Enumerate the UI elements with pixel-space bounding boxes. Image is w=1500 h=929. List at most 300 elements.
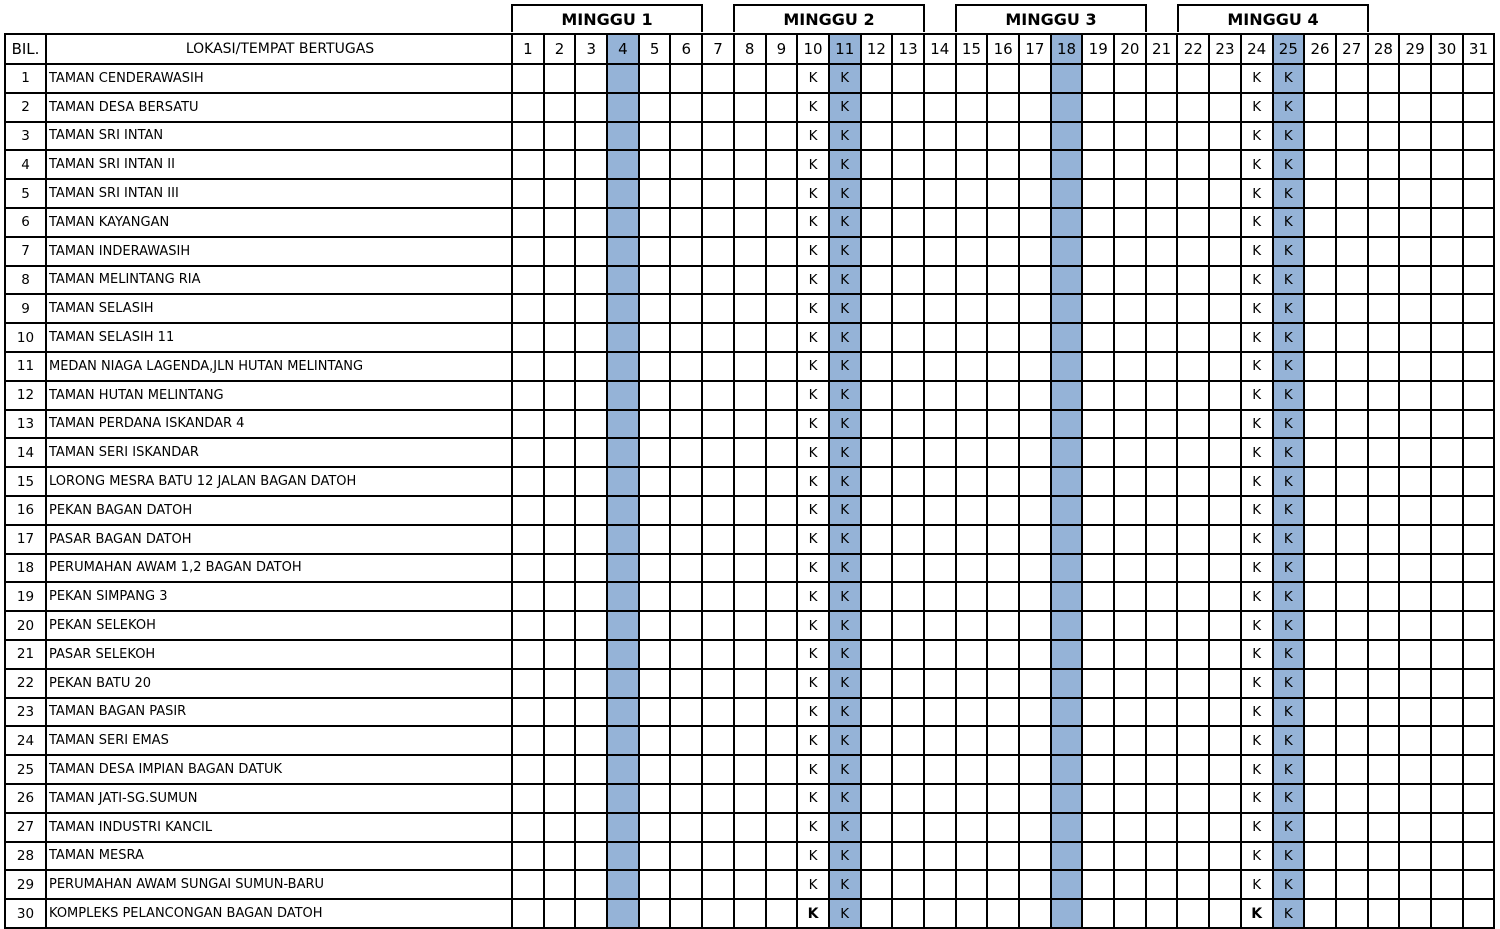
day-cell-10: K [797,410,829,439]
day-cell-13 [892,899,924,928]
day-cell-5 [639,842,671,871]
day-cell-16 [987,150,1019,179]
day-cell-10: K [797,842,829,871]
day-cell-27 [1336,669,1368,698]
day-cell-14 [924,842,956,871]
day-cell-17 [1019,496,1051,525]
day-cell-17 [1019,323,1051,352]
day-cell-25: K [1273,294,1305,323]
day-cell-20 [1114,208,1146,237]
day-cell-22 [1177,122,1209,151]
day-cell-23 [1209,381,1241,410]
day-cell-9 [766,784,798,813]
day-cell-20 [1114,496,1146,525]
day-cell-11: K [829,496,861,525]
day-cell-22 [1177,669,1209,698]
day-cell-1 [512,755,544,784]
row-number: 1 [5,64,46,93]
day-cell-7 [702,93,734,122]
day-header-7: 7 [702,34,734,64]
day-cell-3 [575,266,607,295]
day-cell-26 [1304,410,1336,439]
day-cell-30 [1431,352,1463,381]
day-cell-6 [670,899,702,928]
day-cell-9 [766,294,798,323]
day-cell-29 [1399,582,1431,611]
day-cell-20 [1114,611,1146,640]
day-cell-23 [1209,122,1241,151]
day-cell-30 [1431,208,1463,237]
day-cell-2 [544,784,576,813]
day-cell-24: K [1241,726,1273,755]
day-cell-23 [1209,899,1241,928]
day-cell-15 [956,64,988,93]
day-header-10: 10 [797,34,829,64]
day-cell-24: K [1241,842,1273,871]
day-cell-9 [766,323,798,352]
day-cell-31 [1463,381,1495,410]
day-cell-31 [1463,93,1495,122]
day-cell-22 [1177,496,1209,525]
day-cell-6 [670,64,702,93]
location-name: TAMAN SERI ISKANDAR [46,438,512,467]
day-cell-30 [1431,438,1463,467]
day-cell-28 [1368,352,1400,381]
day-cell-4 [607,842,639,871]
day-cell-4 [607,640,639,669]
day-cell-2 [544,813,576,842]
day-cell-15 [956,784,988,813]
day-cell-1 [512,784,544,813]
day-cell-5 [639,352,671,381]
day-cell-19 [1082,64,1114,93]
day-cell-24: K [1241,64,1273,93]
row-number: 26 [5,784,46,813]
day-cell-2 [544,438,576,467]
day-cell-29 [1399,179,1431,208]
day-cell-8 [734,266,766,295]
day-cell-19 [1082,381,1114,410]
day-cell-12 [861,150,893,179]
day-cell-6 [670,525,702,554]
day-cell-5 [639,64,671,93]
day-header-29: 29 [1399,34,1431,64]
day-cell-19 [1082,669,1114,698]
day-cell-22 [1177,410,1209,439]
day-cell-4 [607,755,639,784]
day-cell-19 [1082,496,1114,525]
day-cell-12 [861,640,893,669]
day-cell-31 [1463,554,1495,583]
day-cell-7 [702,899,734,928]
day-cell-9 [766,467,798,496]
day-cell-31 [1463,899,1495,928]
day-cell-31 [1463,755,1495,784]
day-cell-12 [861,438,893,467]
row-number: 20 [5,611,46,640]
location-name: PEKAN SIMPANG 3 [46,582,512,611]
day-cell-9 [766,755,798,784]
day-cell-8 [734,208,766,237]
day-cell-18 [1051,496,1083,525]
day-cell-20 [1114,294,1146,323]
day-cell-10: K [797,122,829,151]
day-cell-14 [924,323,956,352]
day-cell-9 [766,122,798,151]
day-cell-12 [861,467,893,496]
day-cell-29 [1399,669,1431,698]
day-cell-15 [956,842,988,871]
day-cell-3 [575,640,607,669]
day-cell-19 [1082,784,1114,813]
day-cell-2 [544,582,576,611]
day-cell-16 [987,266,1019,295]
day-cell-1 [512,726,544,755]
day-cell-24: K [1241,496,1273,525]
table-row [5,784,1494,813]
day-cell-1 [512,237,544,266]
table-row [5,813,1494,842]
day-header-17: 17 [1019,34,1051,64]
day-cell-26 [1304,208,1336,237]
location-name: TAMAN HUTAN MELINTANG [46,381,512,410]
day-cell-19 [1082,899,1114,928]
day-cell-19 [1082,640,1114,669]
table-row [5,669,1494,698]
day-cell-2 [544,698,576,727]
day-cell-12 [861,842,893,871]
day-cell-24: K [1241,352,1273,381]
day-cell-13 [892,150,924,179]
day-cell-21 [1146,611,1178,640]
day-cell-28 [1368,122,1400,151]
day-cell-11: K [829,870,861,899]
day-cell-20 [1114,467,1146,496]
day-cell-8 [734,93,766,122]
day-header-24: 24 [1241,34,1273,64]
day-cell-25: K [1273,352,1305,381]
day-cell-25: K [1273,381,1305,410]
day-cell-10: K [797,784,829,813]
day-cell-22 [1177,179,1209,208]
day-cell-2 [544,842,576,871]
day-cell-20 [1114,150,1146,179]
row-number: 27 [5,813,46,842]
day-cell-21 [1146,352,1178,381]
day-header-11: 11 [829,34,861,64]
row-number: 22 [5,669,46,698]
day-cell-14 [924,525,956,554]
day-cell-7 [702,352,734,381]
day-cell-9 [766,237,798,266]
row-number: 30 [5,899,46,928]
day-cell-29 [1399,410,1431,439]
day-cell-20 [1114,381,1146,410]
day-cell-26 [1304,352,1336,381]
day-cell-30 [1431,294,1463,323]
day-cell-7 [702,554,734,583]
day-cell-20 [1114,582,1146,611]
day-cell-13 [892,726,924,755]
day-cell-1 [512,467,544,496]
day-cell-29 [1399,93,1431,122]
day-cell-2 [544,352,576,381]
day-cell-2 [544,410,576,439]
day-cell-7 [702,582,734,611]
day-cell-14 [924,122,956,151]
day-cell-26 [1304,467,1336,496]
day-cell-7 [702,640,734,669]
day-cell-12 [861,755,893,784]
day-cell-3 [575,669,607,698]
day-cell-18 [1051,410,1083,439]
day-cell-13 [892,352,924,381]
day-cell-3 [575,842,607,871]
day-cell-15 [956,410,988,439]
location-name: TAMAN JATI-SG.SUMUN [46,784,512,813]
table-row [5,122,1494,151]
day-cell-26 [1304,554,1336,583]
day-cell-10: K [797,294,829,323]
day-header-1: 1 [512,34,544,64]
day-cell-31 [1463,784,1495,813]
day-cell-13 [892,381,924,410]
day-cell-24: K [1241,323,1273,352]
location-name: TAMAN DESA BERSATU [46,93,512,122]
day-cell-4 [607,554,639,583]
day-cell-17 [1019,237,1051,266]
day-cell-9 [766,582,798,611]
day-cell-17 [1019,726,1051,755]
day-cell-22 [1177,93,1209,122]
day-cell-2 [544,640,576,669]
day-cell-5 [639,870,671,899]
day-cell-17 [1019,122,1051,151]
day-cell-31 [1463,611,1495,640]
day-cell-29 [1399,352,1431,381]
day-header-26: 26 [1304,34,1336,64]
day-cell-11: K [829,410,861,439]
day-cell-12 [861,870,893,899]
day-cell-23 [1209,266,1241,295]
day-cell-11: K [829,467,861,496]
day-cell-22 [1177,64,1209,93]
day-cell-16 [987,698,1019,727]
day-cell-11: K [829,554,861,583]
day-cell-31 [1463,410,1495,439]
day-cell-22 [1177,784,1209,813]
location-name: TAMAN INDUSTRI KANCIL [46,813,512,842]
day-cell-8 [734,150,766,179]
day-cell-9 [766,381,798,410]
day-cell-15 [956,899,988,928]
table-row [5,64,1494,93]
day-cell-24: K [1241,381,1273,410]
day-cell-16 [987,93,1019,122]
day-cell-2 [544,208,576,237]
day-cell-13 [892,611,924,640]
bil-header: BIL. [5,34,46,64]
day-cell-30 [1431,640,1463,669]
day-cell-27 [1336,64,1368,93]
table-row [5,870,1494,899]
day-cell-3 [575,352,607,381]
day-cell-14 [924,438,956,467]
week-4-header: MINGGU 4 [1177,4,1369,32]
day-cell-25: K [1273,842,1305,871]
day-cell-23 [1209,640,1241,669]
day-cell-16 [987,554,1019,583]
day-cell-8 [734,554,766,583]
day-cell-28 [1368,150,1400,179]
day-cell-26 [1304,582,1336,611]
day-cell-28 [1368,179,1400,208]
day-cell-22 [1177,640,1209,669]
day-cell-9 [766,525,798,554]
location-name: TAMAN CENDERAWASIH [46,64,512,93]
table-row [5,381,1494,410]
day-cell-22 [1177,611,1209,640]
location-name: TAMAN SELASIH 11 [46,323,512,352]
day-cell-15 [956,554,988,583]
day-cell-30 [1431,669,1463,698]
day-cell-5 [639,410,671,439]
day-cell-12 [861,611,893,640]
day-cell-3 [575,323,607,352]
day-cell-19 [1082,150,1114,179]
day-cell-2 [544,179,576,208]
day-cell-13 [892,813,924,842]
day-header-8: 8 [734,34,766,64]
day-cell-20 [1114,410,1146,439]
day-cell-22 [1177,525,1209,554]
day-cell-27 [1336,726,1368,755]
day-cell-9 [766,496,798,525]
day-cell-31 [1463,496,1495,525]
day-cell-3 [575,525,607,554]
day-cell-3 [575,150,607,179]
day-cell-11: K [829,381,861,410]
day-cell-28 [1368,755,1400,784]
day-cell-18 [1051,93,1083,122]
day-cell-27 [1336,266,1368,295]
day-cell-9 [766,438,798,467]
day-cell-9 [766,410,798,439]
day-cell-22 [1177,208,1209,237]
day-cell-1 [512,266,544,295]
day-cell-6 [670,755,702,784]
day-cell-18 [1051,294,1083,323]
day-cell-24: K [1241,669,1273,698]
day-cell-6 [670,150,702,179]
day-cell-19 [1082,179,1114,208]
day-cell-14 [924,237,956,266]
day-cell-2 [544,294,576,323]
day-cell-11: K [829,179,861,208]
day-cell-13 [892,93,924,122]
location-name: PERUMAHAN AWAM SUNGAI SUMUN-BARU [46,870,512,899]
day-cell-23 [1209,525,1241,554]
day-cell-30 [1431,755,1463,784]
day-cell-17 [1019,813,1051,842]
day-cell-18 [1051,352,1083,381]
day-cell-27 [1336,208,1368,237]
day-cell-25: K [1273,266,1305,295]
day-cell-21 [1146,208,1178,237]
day-cell-24: K [1241,813,1273,842]
day-cell-15 [956,813,988,842]
day-cell-7 [702,410,734,439]
day-cell-3 [575,496,607,525]
day-cell-17 [1019,64,1051,93]
day-cell-20 [1114,438,1146,467]
day-cell-1 [512,899,544,928]
day-cell-14 [924,150,956,179]
day-cell-17 [1019,208,1051,237]
day-cell-7 [702,842,734,871]
day-cell-16 [987,669,1019,698]
day-cell-12 [861,323,893,352]
day-cell-19 [1082,410,1114,439]
day-cell-15 [956,208,988,237]
day-cell-31 [1463,266,1495,295]
day-cell-20 [1114,122,1146,151]
day-cell-19 [1082,755,1114,784]
row-number: 12 [5,381,46,410]
day-cell-20 [1114,755,1146,784]
day-cell-26 [1304,266,1336,295]
day-cell-17 [1019,870,1051,899]
day-cell-2 [544,525,576,554]
day-cell-13 [892,410,924,439]
day-cell-6 [670,784,702,813]
day-cell-10: K [797,669,829,698]
day-cell-17 [1019,410,1051,439]
day-cell-20 [1114,64,1146,93]
day-cell-4 [607,237,639,266]
day-cell-17 [1019,266,1051,295]
day-cell-21 [1146,323,1178,352]
day-cell-20 [1114,870,1146,899]
day-cell-28 [1368,842,1400,871]
day-cell-25: K [1273,438,1305,467]
day-cell-16 [987,496,1019,525]
day-cell-5 [639,899,671,928]
row-number: 24 [5,726,46,755]
day-cell-15 [956,640,988,669]
day-cell-6 [670,179,702,208]
day-cell-5 [639,438,671,467]
day-cell-25: K [1273,784,1305,813]
day-cell-21 [1146,381,1178,410]
day-cell-9 [766,640,798,669]
day-cell-22 [1177,237,1209,266]
location-name: PASAR BAGAN DATOH [46,525,512,554]
day-cell-19 [1082,525,1114,554]
day-cell-27 [1336,870,1368,899]
day-cell-12 [861,352,893,381]
day-cell-21 [1146,237,1178,266]
day-cell-22 [1177,467,1209,496]
day-cell-11: K [829,323,861,352]
day-cell-25: K [1273,582,1305,611]
day-cell-9 [766,208,798,237]
day-cell-6 [670,352,702,381]
day-cell-10: K [797,381,829,410]
table-row [5,842,1494,871]
row-number: 29 [5,870,46,899]
day-cell-1 [512,410,544,439]
